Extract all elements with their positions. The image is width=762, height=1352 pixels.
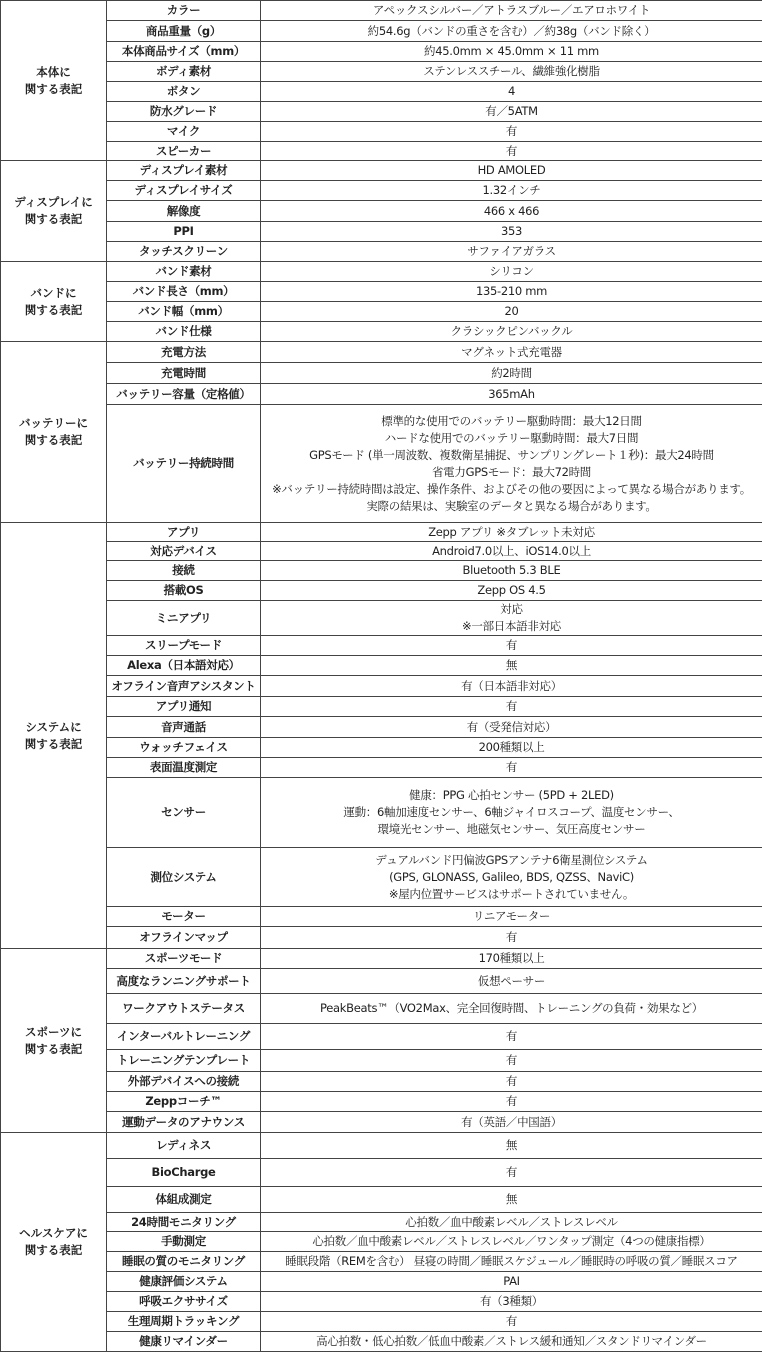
spec-item-label: 搭載OS [107,581,261,601]
spec-item-value [261,1112,762,1133]
section-label [1,262,107,342]
spec-value-line: 有（3種類） [263,1293,760,1310]
spec-item-label: 呼吸エクササイズ [107,1292,261,1312]
spec-item-value [261,1252,762,1272]
spec-item-label: ボディ素材 [107,62,261,82]
spec-item-label: 体組成測定 [107,1187,261,1213]
table-row [1,62,762,82]
spec-value-line: 運動：6軸加速度センサー、6軸ジャイロスコープ、温度センサー、 [263,804,760,821]
spec-item-label: BioCharge [107,1159,261,1187]
spec-value-line: 省電力GPSモード：最大72時間 [263,464,760,481]
spec-item-label: トレーニングテンプレート [107,1050,261,1072]
spec-item-value [261,181,762,201]
table-row [1,1159,762,1187]
spec-item-label: 健康リマインダー [107,1332,261,1352]
spec-item-value [261,1232,762,1252]
table-row [1,717,762,738]
spec-item-label: 生理周期トラッキング [107,1312,261,1332]
spec-item-value [261,717,762,738]
spec-value-line: 心拍数／血中酸素レベル／ストレスレベル／ワンタップ測定（4つの健康指標） [263,1233,760,1250]
spec-item-value [261,907,762,927]
spec-value-line: ※一部日本語非対応 [263,618,760,635]
spec-value-line: 環境光センサー、地磁気センサー、気圧高度センサー [263,821,760,838]
spec-item-value [261,738,762,758]
spec-item-value [261,363,762,384]
spec-value-line: 有（日本語非対応） [263,678,760,695]
spec-value-line: Bluetooth 5.3 BLE [263,562,760,579]
spec-item-value [261,282,762,302]
spec-item-label: 充電方法 [107,342,261,363]
spec-item-label: スポーツモード [107,949,261,969]
spec-item-value [261,1312,762,1332]
spec-value-line: Zepp OS 4.5 [263,582,760,599]
spec-item-label: 外部デバイスへの接続 [107,1072,261,1092]
section-label-line: バッテリーに [3,415,104,432]
spec-item-label: 音声通話 [107,717,261,738]
spec-item-label: モーター [107,907,261,927]
table-row [1,1112,762,1133]
table-row [1,405,762,523]
spec-item-label: ワークアウトステータス [107,994,261,1024]
spec-value-line: 135-210 mm [263,283,760,300]
spec-item-label: アプリ通知 [107,697,261,717]
table-row [1,1272,762,1292]
spec-item-value [261,262,762,282]
spec-item-label: 解像度 [107,201,261,222]
section-label [1,1133,107,1352]
spec-item-label: ディスプレイ素材 [107,161,261,181]
spec-item-label: PPI [107,222,261,242]
spec-value-line: 無 [263,1137,760,1154]
section-label-line: 関する表記 [3,302,104,319]
section-label-line: 関する表記 [3,1041,104,1058]
table-row [1,758,762,778]
spec-value-line: ハードな使用でのバッテリー駆動時間：最大7日間 [263,430,760,447]
table-row [1,969,762,994]
spec-item-label: スリープモード [107,636,261,656]
spec-item-label: オフライン音声アシスタント [107,676,261,697]
spec-item-label: 24時間モニタリング [107,1213,261,1232]
spec-value-line: ステンレススチール、繊維強化樹脂 [263,63,760,80]
table-row [1,1133,762,1159]
spec-value-line: 約45.0mm × 45.0mm × 11 mm [263,43,760,60]
spec-item-value [261,542,762,561]
table-row [1,907,762,927]
spec-item-value [261,1292,762,1312]
spec-value-line: クラシックピンバックル [263,323,760,340]
table-row [1,1072,762,1092]
spec-value-line: 有／5ATM [263,103,760,120]
table-row [1,363,762,384]
spec-value-line: HD AMOLED [263,162,760,179]
table-row [1,1024,762,1050]
spec-item-value [261,636,762,656]
spec-item-label: 測位システム [107,848,261,907]
spec-item-value [261,222,762,242]
spec-value-line: Zepp アプリ ※タブレット未対応 [263,524,760,541]
spec-item-value [261,969,762,994]
spec-item-label: ミニアプリ [107,601,261,636]
spec-value-line: 有 [263,143,760,160]
spec-item-label: Alexa（日本語対応） [107,656,261,676]
spec-item-value [261,581,762,601]
spec-value-line: 有（受発信対応） [263,719,760,736]
spec-item-value [261,1133,762,1159]
spec-item-label: センサー [107,778,261,848]
table-row [1,262,762,282]
table-row [1,1,762,21]
spec-item-value [261,994,762,1024]
section-label-line: ディスプレイに [3,194,104,211]
spec-item-value [261,848,762,907]
spec-item-label: アプリ [107,523,261,542]
spec-value-line: 4 [263,83,760,100]
spec-value-line: シリコン [263,263,760,280]
spec-value-line: サファイアガラス [263,243,760,260]
table-row [1,42,762,62]
table-row [1,1092,762,1112]
spec-item-value [261,601,762,636]
table-row [1,1312,762,1332]
spec-value-line: デュアルバンド円偏波GPSアンテナ6衛星測位システム [263,852,760,869]
spec-value-line: 466 x 466 [263,203,760,220]
section-label [1,523,107,949]
spec-item-label: 手動測定 [107,1232,261,1252]
table-row [1,581,762,601]
table-row [1,523,762,542]
spec-value-line: 約2時間 [263,365,760,382]
spec-value-line: PAI [263,1273,760,1290]
spec-item-label: 健康評価システム [107,1272,261,1292]
spec-item-label: 対応デバイス [107,542,261,561]
spec-item-value [261,161,762,181]
spec-value-line: 有 [263,123,760,140]
spec-value-line: 実際の結果は、実験室のデータと異なる場合があります。 [263,498,760,515]
section-label-line: 関する表記 [3,432,104,449]
table-row [1,322,762,342]
spec-value-line: 有 [263,1052,760,1069]
section-label-line: 関する表記 [3,1242,104,1259]
table-row [1,222,762,242]
table-row [1,82,762,102]
spec-item-value [261,242,762,262]
spec-value-line: GPSモード (単一周波数、複数衛星捕捉、サンプリングレート１秒)：最大24時間 [263,447,760,464]
spec-value-line: 無 [263,657,760,674]
spec-item-value [261,1072,762,1092]
section-label-line: スポーツに [3,1024,104,1041]
spec-value-line: PeakBeats™（VO2Max、完全回復時間、トレーニングの負荷・効果など） [263,1000,760,1017]
spec-item-label: 表面温度測定 [107,758,261,778]
section-label-line: システムに [3,719,104,736]
spec-value-line: 健康：PPG 心拍センサー (5PD + 2LED) [263,787,760,804]
spec-value-line: 有 [263,1073,760,1090]
spec-item-value [261,122,762,142]
table-row [1,994,762,1024]
spec-value-line: 心拍数／血中酸素レベル／ストレスレベル [263,1214,760,1231]
section-label-line: 関する表記 [3,211,104,228]
spec-item-label: 充電時間 [107,363,261,384]
spec-value-line: 有 [263,698,760,715]
spec-value-line: 1.32インチ [263,182,760,199]
spec-item-label: Zeppコーチ™ [107,1092,261,1112]
spec-item-value [261,322,762,342]
spec-item-label: 高度なランニングサポート [107,969,261,994]
spec-item-value [261,102,762,122]
spec-item-value [261,1332,762,1352]
section-label [1,161,107,262]
spec-item-label: バンド幅（mm） [107,302,261,322]
spec-item-value [261,1,762,21]
spec-value-line: 睡眠段階（REMを含む） 昼寝の時間／睡眠スケジュール／睡眠時の呼吸の質／睡眠スコア [263,1253,760,1270]
table-row [1,1332,762,1352]
spec-value-line: 有 [263,1164,760,1181]
spec-item-label: 防水グレード [107,102,261,122]
table-row [1,384,762,405]
spec-item-value [261,676,762,697]
table-row [1,656,762,676]
spec-value-line: アペックスシルバー／アトラスブルー／エアロホワイト [263,2,760,19]
spec-item-value [261,62,762,82]
table-row [1,636,762,656]
spec-item-value [261,697,762,717]
spec-item-label: 接続 [107,561,261,581]
spec-value-line: 有 [263,637,760,654]
spec-value-line: 有 [263,929,760,946]
spec-item-label: スピーカー [107,142,261,161]
section-label-line: バンドに [3,285,104,302]
table-row [1,949,762,969]
section-label-line: 関する表記 [3,736,104,753]
spec-item-value [261,656,762,676]
spec-value-line: 有（英語／中国語） [263,1114,760,1131]
spec-item-label: タッチスクリーン [107,242,261,262]
table-row [1,302,762,322]
spec-item-label: インターバルトレーニング [107,1024,261,1050]
spec-value-line: (GPS, GLONASS, Galileo, BDS, QZSS、NaviC) [263,869,760,886]
table-row [1,1252,762,1272]
spec-value-line: 仮想ペーサー [263,973,760,990]
section-label [1,949,107,1133]
table-row [1,1187,762,1213]
table-row [1,102,762,122]
table-row [1,1292,762,1312]
spec-value-line: 有 [263,759,760,776]
spec-item-value [261,523,762,542]
spec-item-value [261,758,762,778]
spec-value-line: 対応 [263,601,760,618]
table-row [1,181,762,201]
spec-item-label: レディネス [107,1133,261,1159]
spec-item-value [261,1024,762,1050]
table-row [1,542,762,561]
table-row [1,778,762,848]
spec-item-value [261,1187,762,1213]
spec-item-label: バンド仕様 [107,322,261,342]
spec-item-label: バッテリー容量（定格値） [107,384,261,405]
table-row [1,122,762,142]
spec-value-line: ※バッテリー持続時間は設定、操作条件、およびその他の要因によって異なる場合があります。 [263,481,760,498]
spec-value-line: 約54.6g（バンドの重さを含む）／約38g（バンド除く） [263,23,760,40]
spec-value-line: 標準的な使用でのバッテリー駆動時間：最大12日間 [263,413,760,430]
section-label [1,1,107,161]
spec-item-value [261,778,762,848]
spec-item-value [261,142,762,161]
table-row [1,201,762,222]
spec-item-label: ボタン [107,82,261,102]
spec-value-line: 高心拍数・低心拍数／低血中酸素／ストレス緩和通知／スタンドリマインダー [263,1333,760,1350]
spec-item-value [261,384,762,405]
spec-item-value [261,561,762,581]
spec-table-body [1,1,762,1352]
spec-value-line: マグネット式充電器 [263,344,760,361]
spec-item-value [261,42,762,62]
spec-item-label: 商品重量（g） [107,21,261,42]
spec-value-line: ※屋内位置サービスはサポートされていません。 [263,886,760,903]
table-row [1,601,762,636]
spec-item-label: 本体商品サイズ（mm） [107,42,261,62]
table-row [1,21,762,42]
spec-value-line: 有 [263,1028,760,1045]
spec-value-line: 353 [263,223,760,240]
spec-item-label: マイク [107,122,261,142]
spec-item-value [261,927,762,949]
spec-value-line: 無 [263,1191,760,1208]
spec-item-label: バッテリー持続時間 [107,405,261,523]
table-row [1,161,762,181]
table-row [1,927,762,949]
spec-value-line: 有 [263,1313,760,1330]
spec-value-line: Android7.0以上、iOS14.0以上 [263,543,760,560]
table-row [1,676,762,697]
section-label-line: 本体に [3,64,104,81]
table-row [1,561,762,581]
section-label-line: ヘルスケアに [3,1225,104,1242]
spec-item-label: バンド長さ（mm） [107,282,261,302]
spec-value-line: 20 [263,303,760,320]
spec-item-value [261,1272,762,1292]
table-row [1,848,762,907]
spec-item-label: ウォッチフェイス [107,738,261,758]
table-row [1,242,762,262]
spec-item-label: オフラインマップ [107,927,261,949]
spec-value-line: 有 [263,1093,760,1110]
table-row [1,342,762,363]
spec-item-label: 運動データのアナウンス [107,1112,261,1133]
table-row [1,697,762,717]
spec-item-value [261,82,762,102]
spec-item-value [261,1213,762,1232]
spec-item-value [261,21,762,42]
spec-item-value [261,302,762,322]
spec-item-label: 睡眠の質のモニタリング [107,1252,261,1272]
spec-item-label: バンド素材 [107,262,261,282]
table-row [1,1213,762,1232]
section-label [1,342,107,523]
spec-value-line: リニアモーター [263,908,760,925]
spec-item-value [261,1159,762,1187]
spec-item-value [261,1050,762,1072]
table-row [1,142,762,161]
table-row [1,1232,762,1252]
spec-value-line: 365mAh [263,386,760,403]
spec-value-line: 200種類以上 [263,739,760,756]
table-row [1,738,762,758]
table-row [1,1050,762,1072]
spec-item-label: ディスプレイサイズ [107,181,261,201]
spec-item-value [261,342,762,363]
spec-item-value [261,1092,762,1112]
spec-value-line: 170種類以上 [263,950,760,967]
table-row [1,282,762,302]
section-label-line: 関する表記 [3,81,104,98]
spec-item-value [261,201,762,222]
spec-item-value [261,405,762,523]
spec-item-value [261,949,762,969]
spec-item-label: カラー [107,1,261,21]
